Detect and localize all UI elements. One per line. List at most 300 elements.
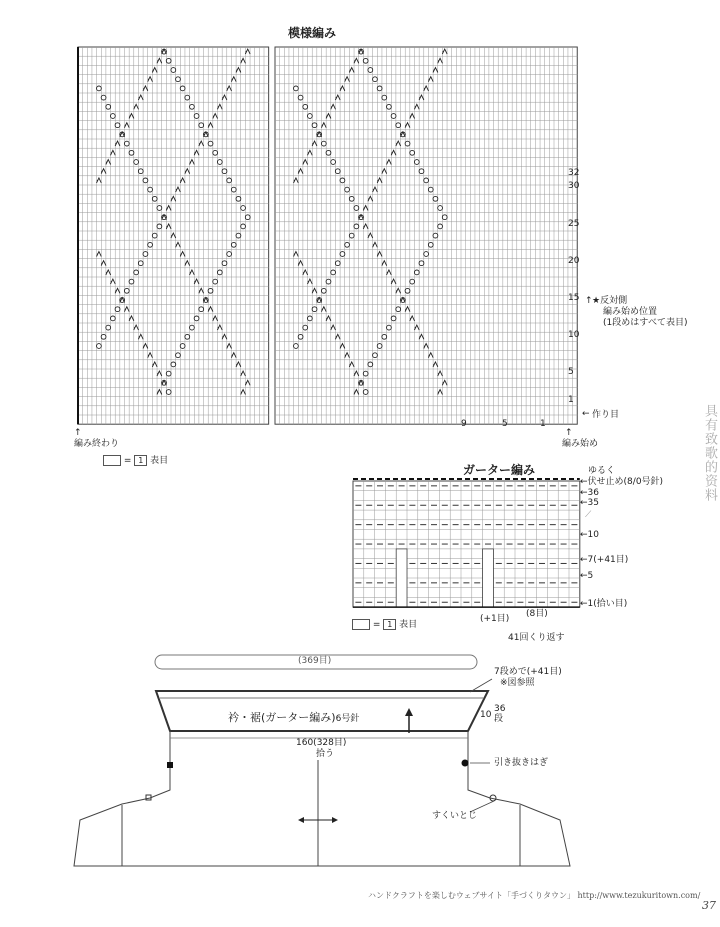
decrease-icon bbox=[382, 169, 387, 174]
yarn-over-icon bbox=[176, 353, 181, 358]
pickup-label: 拾う bbox=[316, 749, 335, 759]
break-mark-icon: ⟋ bbox=[585, 510, 592, 520]
start-label: 編み始め bbox=[562, 439, 599, 449]
yarn-over-icon bbox=[213, 279, 218, 284]
yarn-over-icon bbox=[134, 160, 139, 165]
yarn-over-icon bbox=[101, 334, 106, 339]
row-label: 30 bbox=[568, 181, 580, 191]
decrease-icon bbox=[428, 353, 433, 358]
decrease-icon bbox=[231, 353, 236, 358]
yarn-over-icon bbox=[438, 224, 443, 229]
decrease-icon bbox=[157, 58, 162, 63]
bind-off-text: 伏せ止め(8/0号針) bbox=[587, 477, 664, 487]
decrease-icon bbox=[208, 123, 213, 128]
decrease-icon bbox=[190, 160, 195, 165]
decrease-icon bbox=[185, 261, 190, 266]
decrease-icon bbox=[208, 307, 213, 312]
yarn-over-icon bbox=[129, 279, 134, 284]
yarn-over-icon bbox=[410, 150, 415, 155]
decrease-icon bbox=[213, 316, 218, 321]
decrease-icon bbox=[217, 325, 222, 330]
yarn-over-icon bbox=[326, 279, 331, 284]
yarn-over-icon bbox=[303, 325, 308, 330]
end-label: 編み終わり bbox=[74, 439, 120, 449]
decrease-icon bbox=[391, 279, 396, 284]
yarn-over-icon bbox=[97, 86, 102, 91]
yarn-over-icon bbox=[442, 215, 447, 220]
decrease-icon bbox=[396, 141, 401, 146]
decrease-icon bbox=[424, 344, 429, 349]
yarn-over-icon bbox=[101, 95, 106, 100]
decrease-icon bbox=[134, 325, 139, 330]
decrease-icon bbox=[414, 325, 419, 330]
mattress-label: すくいとじ bbox=[432, 811, 478, 821]
garter-legend-blank-square bbox=[352, 619, 370, 630]
decrease-icon bbox=[298, 169, 303, 174]
yarn-over-icon bbox=[410, 279, 415, 284]
yarn-over-icon bbox=[180, 86, 185, 91]
yarn-over-icon bbox=[152, 233, 157, 238]
yarn-over-icon bbox=[368, 68, 373, 73]
decrease-icon bbox=[307, 279, 312, 284]
band-label bbox=[228, 709, 359, 725]
decrease-icon bbox=[115, 288, 120, 293]
decrease-icon bbox=[307, 150, 312, 155]
yarn-over-icon bbox=[382, 334, 387, 339]
garter-bind-off-label: ←伏せ止め(8/0号針) bbox=[580, 477, 664, 487]
yarn-over-icon bbox=[307, 316, 312, 321]
row-label: 32 bbox=[568, 168, 580, 178]
decrease-icon bbox=[124, 307, 129, 312]
garter-title: ガーター編み bbox=[463, 463, 536, 477]
page-number: 37 bbox=[702, 899, 716, 912]
yarn-over-icon bbox=[331, 270, 336, 275]
pattern-title: 模様編み bbox=[288, 26, 337, 40]
yarn-over-icon bbox=[208, 288, 213, 293]
yarn-over-icon bbox=[199, 307, 204, 312]
decrease-icon bbox=[340, 344, 345, 349]
yarn-over-icon bbox=[180, 344, 185, 349]
row-36-text: 36 bbox=[587, 488, 599, 498]
yarn-over-icon bbox=[166, 58, 171, 63]
decrease-icon bbox=[241, 58, 246, 63]
yarn-over-icon bbox=[110, 316, 115, 321]
decrease-icon bbox=[138, 334, 143, 339]
yarn-over-icon bbox=[185, 334, 190, 339]
decrease-icon bbox=[442, 49, 447, 54]
yarn-over-icon bbox=[349, 196, 354, 201]
garter-legend-text: 表目 bbox=[399, 620, 418, 630]
yarn-over-icon bbox=[294, 86, 299, 91]
decrease-icon bbox=[438, 58, 443, 63]
yarn-over-icon bbox=[134, 270, 139, 275]
yarn-over-icon bbox=[391, 316, 396, 321]
yarn-over-icon bbox=[345, 242, 350, 247]
decrease-icon bbox=[349, 68, 354, 73]
garter-row-5: ←5 bbox=[580, 571, 594, 581]
decrease-icon bbox=[424, 86, 429, 91]
yarn-over-icon bbox=[363, 58, 368, 63]
yarn-over-icon bbox=[373, 77, 378, 82]
yarn-over-icon bbox=[321, 141, 326, 146]
pickup-count: 160(328目) bbox=[296, 738, 347, 748]
yarn-over-icon bbox=[138, 169, 143, 174]
cast-on-label: 作り目 bbox=[592, 410, 620, 420]
yarn-over-icon bbox=[227, 178, 232, 183]
yarn-over-icon bbox=[363, 371, 368, 376]
yarn-over-icon bbox=[438, 206, 443, 211]
decrease-icon bbox=[382, 261, 387, 266]
decrease-icon bbox=[303, 270, 308, 275]
decrease-icon bbox=[387, 160, 392, 165]
decrease-icon bbox=[391, 150, 396, 155]
legend-knit-text: 表目 bbox=[150, 456, 169, 466]
decrease-icon bbox=[377, 178, 382, 183]
yarn-over-icon bbox=[176, 77, 181, 82]
yarn-over-icon bbox=[148, 242, 153, 247]
top-stitch-count: (369目) bbox=[298, 656, 332, 666]
decrease-icon bbox=[335, 95, 340, 100]
decrease-icon bbox=[405, 307, 410, 312]
garter-row-35: ←35 bbox=[580, 498, 599, 508]
decrease-icon bbox=[419, 334, 424, 339]
yarn-over-icon bbox=[227, 252, 232, 257]
decrease-icon bbox=[433, 362, 438, 367]
yarn-over-icon bbox=[129, 150, 134, 155]
column-label: 1 bbox=[540, 419, 546, 429]
decrease-icon bbox=[176, 242, 181, 247]
decrease-icon bbox=[227, 344, 232, 349]
grid-left-frame bbox=[78, 47, 269, 424]
decrease-icon bbox=[321, 123, 326, 128]
yarn-over-icon bbox=[241, 206, 246, 211]
decrease-icon bbox=[428, 77, 433, 82]
decrease-icon bbox=[152, 362, 157, 367]
decrease-icon bbox=[326, 316, 331, 321]
decrease-icon bbox=[321, 307, 326, 312]
decrease-icon bbox=[345, 77, 350, 82]
legend-knit-symbol: 1 bbox=[134, 455, 147, 466]
decrease-icon bbox=[148, 353, 153, 358]
yarn-over-icon bbox=[354, 224, 359, 229]
decrease-icon bbox=[194, 150, 199, 155]
decrease-icon bbox=[303, 160, 308, 165]
yarn-over-icon bbox=[213, 150, 218, 155]
decrease-icon bbox=[363, 206, 368, 211]
side-watermark: 具有致歌的资料 bbox=[702, 404, 717, 502]
slip-stitch-label: 引き抜きはぎ bbox=[494, 758, 549, 768]
decrease-icon bbox=[185, 169, 190, 174]
decrease-icon bbox=[231, 77, 236, 82]
yarn-over-icon bbox=[298, 95, 303, 100]
yarn-over-icon bbox=[349, 233, 354, 238]
start-note-line3: (1段めはすべて表目) bbox=[603, 318, 688, 328]
yarn-over-icon bbox=[236, 196, 241, 201]
garter-eight: (8目) bbox=[526, 609, 548, 619]
yarn-over-icon bbox=[414, 160, 419, 165]
yarn-over-icon bbox=[331, 160, 336, 165]
decrease-icon bbox=[373, 242, 378, 247]
row-7-text: 7(+41目) bbox=[587, 555, 629, 565]
yarn-over-icon bbox=[157, 206, 162, 211]
decrease-icon bbox=[134, 104, 139, 109]
garter-repeat: 41回くり返す bbox=[508, 633, 565, 643]
yarn-over-icon bbox=[166, 371, 171, 376]
yarn-over-icon bbox=[148, 187, 153, 192]
row-35-text: 35 bbox=[587, 498, 599, 508]
decrease-icon bbox=[190, 270, 195, 275]
decrease-icon bbox=[345, 353, 350, 358]
row-1-text: 1(拾い目) bbox=[587, 599, 628, 609]
decrease-icon bbox=[171, 233, 176, 238]
yarn-over-icon bbox=[106, 104, 111, 109]
decrease-icon bbox=[194, 279, 199, 284]
decrease-icon bbox=[227, 86, 232, 91]
yarn-over-icon bbox=[124, 288, 129, 293]
decrease-icon bbox=[438, 371, 443, 376]
decrease-icon bbox=[157, 390, 162, 395]
yarn-over-icon bbox=[190, 104, 195, 109]
decrease-icon bbox=[414, 104, 419, 109]
decrease-icon bbox=[294, 178, 299, 183]
yarn-over-icon bbox=[194, 114, 199, 119]
row-label: 10 bbox=[568, 330, 580, 340]
yarn-over-icon bbox=[199, 123, 204, 128]
row-5-text: 5 bbox=[587, 571, 594, 581]
yarn-over-icon bbox=[138, 261, 143, 266]
decrease-icon bbox=[373, 187, 378, 192]
decrease-icon bbox=[396, 288, 401, 293]
yarn-over-icon bbox=[217, 270, 222, 275]
decrease-icon bbox=[171, 196, 176, 201]
decrease-icon bbox=[349, 362, 354, 367]
decrease-icon bbox=[222, 95, 227, 100]
decrease-icon bbox=[245, 380, 250, 385]
start-position-arrow-icon: ↑ bbox=[565, 428, 573, 438]
decrease-icon bbox=[199, 141, 204, 146]
yarn-over-icon bbox=[433, 196, 438, 201]
yarn-over-icon bbox=[294, 344, 299, 349]
decrease-icon bbox=[236, 68, 241, 73]
garter-row-10: ←10 bbox=[580, 530, 599, 540]
yarn-over-icon bbox=[414, 270, 419, 275]
yarn-over-icon bbox=[377, 344, 382, 349]
row-10-text: 10 bbox=[587, 530, 599, 540]
decrease-icon bbox=[363, 224, 368, 229]
yarn-over-icon bbox=[340, 252, 345, 257]
chart-grid-left bbox=[78, 47, 269, 424]
yarn-over-icon bbox=[424, 178, 429, 183]
yarn-over-icon bbox=[222, 261, 227, 266]
decrease-icon bbox=[115, 141, 120, 146]
decrease-icon bbox=[152, 68, 157, 73]
grid-right-frame bbox=[275, 47, 580, 424]
band-height: 10 bbox=[480, 710, 492, 720]
decrease-icon bbox=[354, 371, 359, 376]
yarn-over-icon bbox=[231, 242, 236, 247]
chart-grid-right bbox=[275, 47, 580, 424]
decrease-icon bbox=[354, 390, 359, 395]
yarn-over-icon bbox=[419, 261, 424, 266]
yarn-over-icon bbox=[428, 187, 433, 192]
row-label: 20 bbox=[568, 256, 580, 266]
garter-row-7: ←7(+41目) bbox=[580, 555, 629, 565]
yarn-over-icon bbox=[424, 252, 429, 257]
yarn-over-icon bbox=[363, 390, 368, 395]
start-arrow-icon: ↑ bbox=[585, 296, 593, 306]
garter-legend bbox=[352, 619, 417, 631]
yarn-over-icon bbox=[124, 141, 129, 146]
decrease-icon bbox=[101, 169, 106, 174]
column-label: 9 bbox=[461, 419, 467, 429]
yarn-over-icon bbox=[217, 160, 222, 165]
yarn-over-icon bbox=[171, 68, 176, 73]
decrease-icon bbox=[368, 233, 373, 238]
decrease-icon bbox=[368, 196, 373, 201]
yarn-over-icon bbox=[190, 325, 195, 330]
decrease-icon bbox=[143, 86, 148, 91]
decrease-icon bbox=[410, 316, 415, 321]
decrease-icon bbox=[180, 252, 185, 257]
yarn-over-icon bbox=[405, 141, 410, 146]
decrease-icon bbox=[97, 178, 102, 183]
yarn-over-icon bbox=[171, 362, 176, 367]
decrease-icon bbox=[331, 325, 336, 330]
yarn-over-icon bbox=[222, 169, 227, 174]
column-label: 5 bbox=[502, 419, 508, 429]
yarn-over-icon bbox=[231, 187, 236, 192]
yarn-over-icon bbox=[391, 114, 396, 119]
decrease-icon bbox=[157, 371, 162, 376]
yarn-over-icon bbox=[115, 123, 120, 128]
cast-on-arrow-icon: ← bbox=[582, 409, 590, 419]
yarn-over-icon bbox=[157, 224, 162, 229]
decrease-icon bbox=[331, 104, 336, 109]
decrease-icon bbox=[129, 316, 134, 321]
row-label: 5 bbox=[568, 367, 574, 377]
yarn-over-icon bbox=[110, 114, 115, 119]
decrease-icon bbox=[217, 104, 222, 109]
decrease-icon bbox=[387, 270, 392, 275]
decrease-icon bbox=[294, 252, 299, 257]
row-label: 25 bbox=[568, 219, 580, 229]
yarn-over-icon bbox=[373, 353, 378, 358]
yarn-over-icon bbox=[345, 187, 350, 192]
decrease-icon bbox=[106, 160, 111, 165]
yarn-over-icon bbox=[115, 307, 120, 312]
yarn-over-icon bbox=[245, 215, 250, 220]
band-label-text: 衿・裾(ガーター編み) bbox=[228, 711, 336, 724]
yarn-over-icon bbox=[298, 334, 303, 339]
yarn-over-icon bbox=[97, 344, 102, 349]
decrease-icon bbox=[241, 371, 246, 376]
yarn-over-icon bbox=[194, 316, 199, 321]
decrease-icon bbox=[110, 279, 115, 284]
yarn-over-icon bbox=[340, 178, 345, 183]
decrease-icon bbox=[222, 334, 227, 339]
yarn-over-icon bbox=[354, 206, 359, 211]
decrease-icon bbox=[110, 150, 115, 155]
yarn-over-icon bbox=[312, 123, 317, 128]
yarn-over-icon bbox=[152, 196, 157, 201]
decrease-icon bbox=[138, 95, 143, 100]
decrease-icon bbox=[199, 288, 204, 293]
start-note-line1: ★反対側 bbox=[592, 296, 628, 306]
row-label: 15 bbox=[568, 293, 580, 303]
band-rows: 36段 bbox=[494, 704, 506, 724]
decrease-icon bbox=[410, 114, 415, 119]
yarn-over-icon bbox=[405, 288, 410, 293]
decrease-icon bbox=[312, 288, 317, 293]
decrease-icon bbox=[213, 114, 218, 119]
start-note-line2: 編み始め位置 bbox=[603, 307, 658, 317]
garter-chart-grid bbox=[353, 479, 580, 607]
decrease-icon bbox=[129, 114, 134, 119]
yarn-over-icon bbox=[303, 104, 308, 109]
legend-equals: = bbox=[123, 456, 132, 466]
decrease-icon bbox=[298, 261, 303, 266]
decrease-icon bbox=[166, 224, 171, 229]
decrease-icon bbox=[340, 86, 345, 91]
decrease-icon bbox=[241, 390, 246, 395]
pattern-legend bbox=[103, 455, 168, 467]
decrease-icon bbox=[354, 58, 359, 63]
decrease-icon bbox=[433, 68, 438, 73]
yarn-over-icon bbox=[428, 242, 433, 247]
end-arrow-icon: ↑ bbox=[74, 428, 82, 438]
yarn-over-icon bbox=[321, 288, 326, 293]
yarn-over-icon bbox=[143, 178, 148, 183]
diagram-note-line2: ※図参照 bbox=[500, 678, 535, 688]
yarn-over-icon bbox=[307, 114, 312, 119]
decrease-icon bbox=[148, 77, 153, 82]
decrease-icon bbox=[442, 380, 447, 385]
decrease-icon bbox=[419, 95, 424, 100]
yarn-over-icon bbox=[377, 86, 382, 91]
decrease-icon bbox=[166, 206, 171, 211]
yarn-over-icon bbox=[396, 123, 401, 128]
yarn-over-icon bbox=[387, 104, 392, 109]
band-needle-text: 6号針 bbox=[335, 714, 360, 724]
yarn-over-icon bbox=[236, 233, 241, 238]
decrease-icon bbox=[97, 252, 102, 257]
yarn-over-icon bbox=[419, 169, 424, 174]
garter-legend-equals: = bbox=[372, 620, 381, 630]
garter-row-36: ←36 bbox=[580, 488, 599, 498]
yarn-over-icon bbox=[387, 325, 392, 330]
decrease-icon bbox=[377, 252, 382, 257]
yarn-over-icon bbox=[106, 325, 111, 330]
decrease-icon bbox=[176, 187, 181, 192]
yarn-over-icon bbox=[382, 95, 387, 100]
garter-plus-one: (+1目) bbox=[480, 614, 510, 624]
garter-row-1: ←1(拾い目) bbox=[580, 599, 628, 609]
decrease-icon bbox=[101, 261, 106, 266]
decrease-icon bbox=[180, 178, 185, 183]
decrease-icon bbox=[438, 390, 443, 395]
decrease-icon bbox=[312, 141, 317, 146]
yarn-over-icon bbox=[396, 307, 401, 312]
yarn-over-icon bbox=[368, 362, 373, 367]
decrease-icon bbox=[124, 123, 129, 128]
legend-blank-square bbox=[103, 455, 121, 466]
yarn-over-icon bbox=[335, 169, 340, 174]
garter-legend-symbol: 1 bbox=[383, 619, 396, 630]
decrease-icon bbox=[245, 49, 250, 54]
decrease-icon bbox=[405, 123, 410, 128]
yarn-over-icon bbox=[335, 261, 340, 266]
yarn-over-icon bbox=[326, 150, 331, 155]
